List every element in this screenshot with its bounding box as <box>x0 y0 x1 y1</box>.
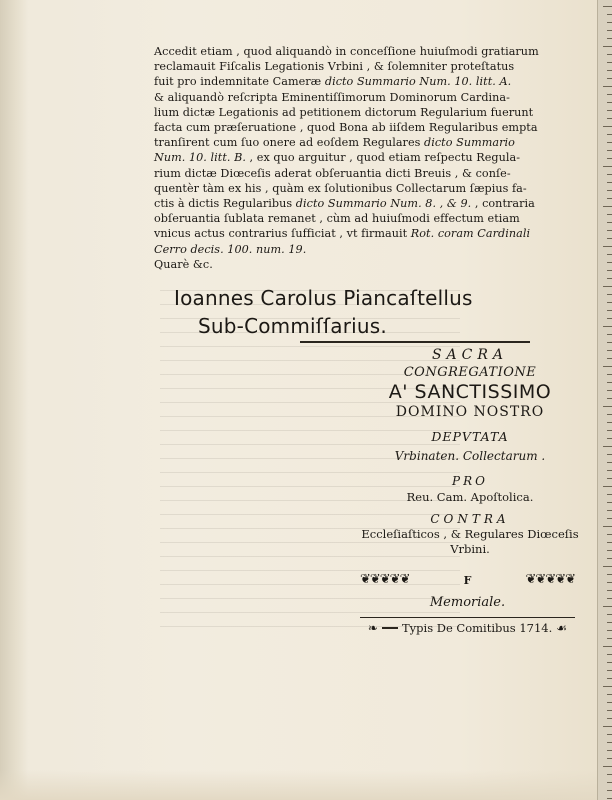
ruler-tick <box>607 294 612 295</box>
imprint-dash <box>382 627 398 629</box>
ruler-tick <box>607 302 612 303</box>
ruler-tick <box>607 750 612 751</box>
body-line <box>154 120 579 135</box>
ruler-tick <box>607 278 612 279</box>
ruler-tick <box>607 318 612 319</box>
ruler-tick <box>607 422 612 423</box>
ruler-tick <box>603 206 612 207</box>
ruler-tick <box>603 606 612 607</box>
ruler-tick <box>603 6 612 7</box>
ruler-tick <box>607 574 612 575</box>
ruler-tick <box>603 686 612 687</box>
body-text-roman: vnicus actus contrarius ſufficiat , vt firmauit <box>154 227 411 241</box>
body-line <box>154 257 579 272</box>
ruler-tick <box>603 406 612 407</box>
ruler-tick <box>607 414 612 415</box>
ruler-tick <box>603 166 612 167</box>
ruler-tick <box>607 734 612 735</box>
body-text-roman: , contraria <box>471 197 535 211</box>
ruler-tick <box>607 54 612 55</box>
body-line <box>154 242 579 257</box>
body-text-italic: Cerro decis. 100. num. 19. <box>154 242 307 256</box>
ruler-tick <box>607 782 612 783</box>
ruler-tick <box>607 582 612 583</box>
title-deputata: DEPVTATA <box>431 429 509 444</box>
ruler-tick <box>607 470 612 471</box>
ruler-tick <box>607 190 612 191</box>
ruler-tick <box>607 134 612 135</box>
body-text-roman: quentèr tàm ex his , quàm ex ſolutionibus Collectarum ſæpius fa- <box>154 181 527 195</box>
body-text-roman: tranſirent cum ſuo onere ad eoſdem Regulares <box>154 136 425 150</box>
ruler-tick <box>603 766 612 767</box>
body-text-roman: , ex quo arguitur , quod etiam reſpectu Regula- <box>245 151 521 165</box>
ruler-tick <box>607 790 612 791</box>
ruler-tick <box>607 510 612 511</box>
ruler-tick <box>607 350 612 351</box>
ruler-tick <box>607 622 612 623</box>
ruler-tick <box>607 254 612 255</box>
ruler-tick <box>607 614 612 615</box>
title-rule <box>300 341 530 343</box>
body-text-roman: lium dictæ Legationis ad petitionem dictorum Regularium fuerunt <box>154 105 534 119</box>
ruler-tick <box>607 70 612 71</box>
ruler-tick <box>607 550 612 551</box>
title-sacra: SACRA <box>431 347 509 363</box>
ruler-tick <box>607 142 612 143</box>
ruler-tick <box>603 486 612 487</box>
body-paragraph <box>154 44 579 272</box>
imprint-rule <box>360 617 575 618</box>
ornament-letter: F <box>463 573 472 587</box>
title-contra: CONTRA <box>430 512 510 526</box>
title-urbinaten: Vrbinaten. Collectarum . <box>394 449 546 463</box>
title-domino-nostro: DOMINO NOSTRO <box>395 404 545 420</box>
imprint-text: Typis De Comitibus 1714. <box>401 621 553 635</box>
ruler-tick <box>607 110 612 111</box>
body-line <box>154 44 579 59</box>
ruler-tick <box>607 430 612 431</box>
ruler-tick <box>603 446 612 447</box>
ruler-tick <box>607 438 612 439</box>
ruler-tick <box>603 366 612 367</box>
ruler-tick <box>603 566 612 567</box>
ruler-tick <box>607 310 612 311</box>
ruler-tick <box>607 670 612 671</box>
ruler-tick <box>607 262 612 263</box>
ruler-tick <box>607 630 612 631</box>
ruler-tick <box>607 382 612 383</box>
ruler-tick <box>607 94 612 95</box>
signature-title: Sub-Commiſſarius. <box>198 314 387 338</box>
ruler-tick <box>603 246 612 247</box>
ornament-right-icon: ❦❦❦❦❦ <box>525 572 575 587</box>
body-line <box>154 196 579 211</box>
ruler-tick <box>607 150 612 151</box>
body-text-italic: dicto Summario <box>424 136 515 150</box>
ruler-tick <box>607 558 612 559</box>
title-reu-cam: Reu. Cam. Apoſtolica. <box>406 490 534 504</box>
ornament-band <box>360 572 575 588</box>
title-congregatione: CONGREGATIONE <box>403 365 537 380</box>
ruler-tick <box>607 718 612 719</box>
ruler-tick <box>607 662 612 663</box>
body-line <box>154 74 579 89</box>
ruler-tick <box>607 62 612 63</box>
ruler-tick <box>607 774 612 775</box>
title-ecclesiasticos: Eccleſiaſticos , & Regulares Diœceſis <box>361 527 579 541</box>
ruler-tick <box>607 390 612 391</box>
ruler-tick <box>607 22 612 23</box>
ruler-tick <box>607 534 612 535</box>
body-text-roman: & aliquandò reſcripta Eminentiſſimorum Dominorum Cardina- <box>154 90 510 104</box>
title-urbini: Vrbini. <box>450 542 490 556</box>
ruler-tick <box>607 342 612 343</box>
body-line <box>154 166 579 181</box>
ruler-tick <box>607 638 612 639</box>
ruler-tick <box>607 374 612 375</box>
ruler-tick <box>607 710 612 711</box>
ruler-tick <box>607 158 612 159</box>
body-line <box>154 211 579 226</box>
ruler-tick <box>607 678 612 679</box>
ruler-tick <box>607 798 612 799</box>
ornament-left-icon: ❦❦❦❦❦ <box>360 572 410 587</box>
ruler-tick <box>607 478 612 479</box>
ruler-tick <box>607 230 612 231</box>
body-text-roman: facta cum præſeruatione , quod Bona ab iiſdem Regularibus empta <box>154 121 538 135</box>
page-bottom-edge <box>0 770 612 800</box>
ruler-tick <box>603 46 612 47</box>
ruler-tick <box>607 198 612 199</box>
body-text-italic: Rot. coram Cardinali <box>410 227 531 241</box>
ruler-tick <box>607 238 612 239</box>
body-text-italic: Num. 10. litt. B. <box>154 151 246 165</box>
title-pro: PRO <box>452 474 488 488</box>
ruler-tick <box>603 86 612 87</box>
imprint-line <box>360 620 575 636</box>
ruler-tick <box>607 542 612 543</box>
ruler-tick <box>607 494 612 495</box>
body-text-roman: ctis à dictis Regularibus <box>154 197 296 211</box>
ruler-tick <box>607 334 612 335</box>
flourish-left-icon: ❧ <box>367 621 378 635</box>
ruler-tick <box>607 182 612 183</box>
ruler-tick <box>607 30 612 31</box>
memoriale-label: Memoriale. <box>429 595 506 610</box>
ruler-tick <box>607 14 612 15</box>
ruler-tick <box>607 118 612 119</box>
ruler-tick <box>607 38 612 39</box>
ruler-tick <box>607 398 612 399</box>
ruler-tick <box>607 358 612 359</box>
body-text-italic: dicto Summario Num. 10. litt. A. <box>324 75 512 89</box>
ruler-tick <box>607 462 612 463</box>
ruler-tick <box>607 502 612 503</box>
ruler-tick <box>607 270 612 271</box>
ruler-tick <box>607 454 612 455</box>
ruler-tick <box>607 758 612 759</box>
scale-ruler <box>597 0 612 800</box>
body-text-roman: Quarè &c. <box>154 257 213 271</box>
body-line <box>154 90 579 105</box>
ruler-tick <box>607 742 612 743</box>
ruler-tick <box>607 518 612 519</box>
ruler-tick <box>607 174 612 175</box>
ruler-tick <box>607 102 612 103</box>
ruler-tick <box>603 286 612 287</box>
body-text-roman: reclamauit Fiſcalis Legationis Vrbini , & ſolemniter proteſtatus <box>154 60 515 74</box>
flourish-right-icon: ☙ <box>556 621 568 635</box>
body-line <box>154 226 579 241</box>
ruler-tick <box>607 222 612 223</box>
ruler-tick <box>607 702 612 703</box>
body-line <box>154 59 579 74</box>
signature-name: Ioannes Carolus Piancaſtellus <box>174 286 473 310</box>
body-line <box>154 150 579 165</box>
ruler-tick <box>607 214 612 215</box>
ruler-tick <box>603 646 612 647</box>
body-text-roman: Accedit etiam , quod aliquandò in conceſſione huiuſmodi gratiarum <box>154 45 539 58</box>
body-text-roman: rium dictæ Diœceſis aderat obſeruantia dicti Breuis , & conſe- <box>154 166 511 180</box>
ruler-tick <box>607 590 612 591</box>
ruler-tick <box>607 694 612 695</box>
ruler-tick <box>607 598 612 599</box>
body-text-roman: obſeruantia ſublata remanet , cùm ad huiuſmodi effectum etiam <box>154 212 520 226</box>
signature-block <box>174 284 473 340</box>
ruler-tick <box>607 654 612 655</box>
ruler-tick <box>603 726 612 727</box>
body-line <box>154 105 579 120</box>
body-text-roman: fuit pro indemnitate Cameræ <box>154 75 325 89</box>
ruler-tick <box>607 78 612 79</box>
title-a-sanctissimo: A' SANCTISSIMO <box>388 381 552 403</box>
body-line <box>154 135 579 150</box>
ruler-tick <box>603 326 612 327</box>
body-text-italic: dicto Summario Num. 8. , & 9. <box>295 197 472 211</box>
body-line <box>154 181 579 196</box>
ruler-tick <box>603 526 612 527</box>
page-gutter-shadow <box>0 0 28 800</box>
ruler-tick <box>603 126 612 127</box>
title-block <box>355 345 585 557</box>
